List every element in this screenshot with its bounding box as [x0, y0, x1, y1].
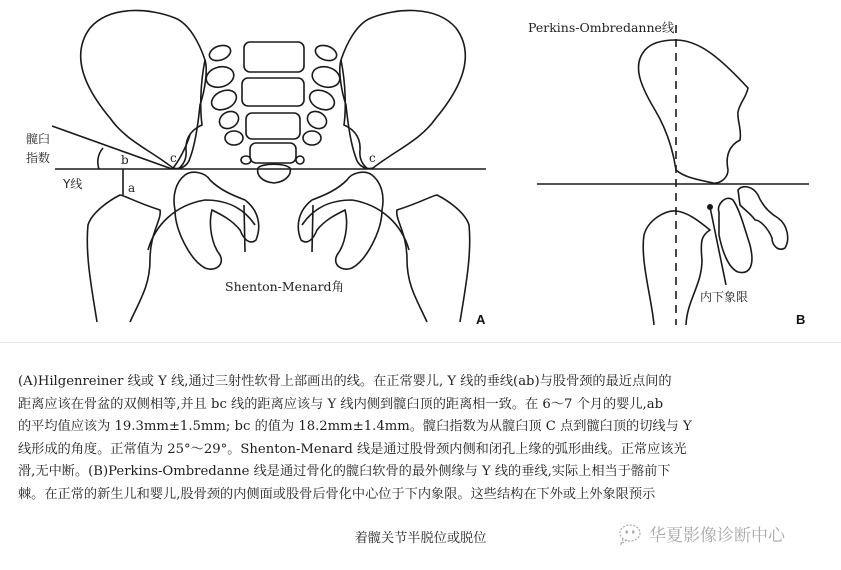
- caption-line-6: 棘。在正常的新生儿和婴儿,股骨颈的内侧面或股骨后骨化中心位于下内象限。这些结构在下外或上外象限预示: [18, 486, 656, 502]
- point-a-label: a: [128, 181, 136, 195]
- caption-line-2: 距离应该在骨盆的双侧相等,并且 bc 线的距离应该与 Y 线内侧到髋臼顶的距离相一致。在 6～7 个月的婴儿,ab: [18, 396, 664, 412]
- point-c-left-label: c: [170, 151, 177, 165]
- perkins-ombredanne-label: Perkins-Ombredanne线: [528, 20, 675, 35]
- caption-line-1: (A)Hilgenreiner 线或 Y 线,通过三射性软骨上部画出的线。在正常婴儿, Y 线的垂线(ab)与股骨颈的最近点间的: [18, 374, 672, 389]
- acetabular-index-label-line1: 髋臼: [26, 132, 51, 146]
- acetabular-index-label-line2: 指数: [26, 151, 51, 165]
- y-line-label: Y线: [63, 177, 83, 191]
- caption-line-4: 线形成的角度。正常值为 25°～29°。Shenton-Menard 线是通过股骨颈内侧和闭孔上缘的弧形曲线。正常应该光: [18, 441, 687, 457]
- caption-line-5: 滑,无中断。(B)Perkins-Ombredanne 线是通过骨化的髋臼软骨的最外侧缘与 Y 线的垂线,实际上相当于髂前下: [18, 464, 671, 480]
- point-c-right-label: c: [369, 151, 376, 165]
- wechat-icon: [617, 523, 643, 545]
- point-b-label: b: [121, 153, 129, 167]
- panel-a-letter: A: [476, 312, 486, 327]
- shenton-menard-label: Shenton-Menard角: [225, 279, 345, 294]
- inner-lower-quadrant-label: 内下象限: [700, 290, 749, 304]
- panel-b-letter: B: [796, 312, 806, 327]
- watermark: [617, 521, 785, 546]
- watermark-text: 华夏影像诊断中心: [649, 526, 785, 546]
- figure-caption: [18, 371, 826, 507]
- caption-line-3: 的平均值应该为 19.3mm±1.5mm; bc 的值为 18.2mm±1.4mm。髋臼指数为从髋臼顶 C 点到髋臼顶的切线与 Y: [18, 419, 692, 435]
- caption-last-line: 着髋关节半脱位或脱位: [354, 531, 487, 546]
- figure-caption-divider: [0, 342, 841, 343]
